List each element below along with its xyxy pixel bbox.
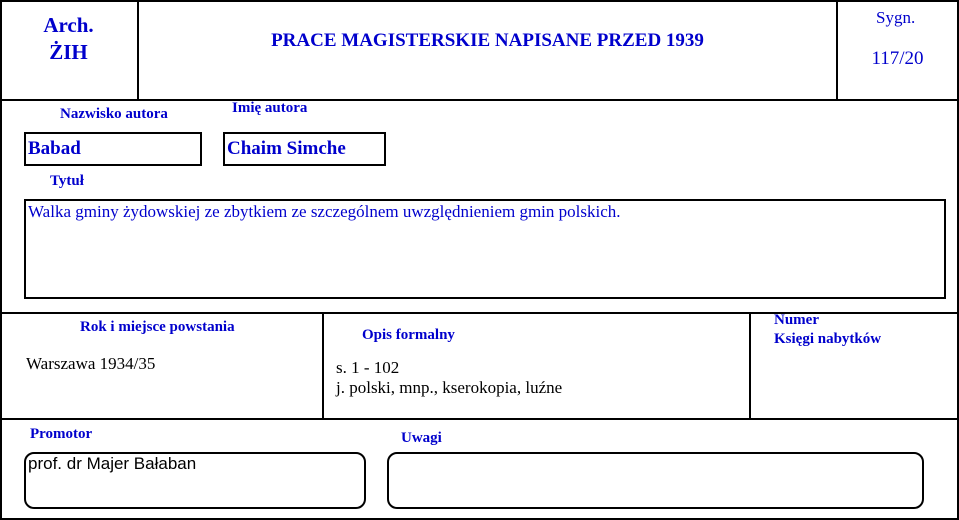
pages-value: s. 1 - 102 [336,358,400,377]
firstname-label: Imię autora [232,100,308,116]
acquisition-label: Numer [774,312,819,328]
signature-label: Sygn. [876,8,916,27]
archive-institution: ŻIH [49,40,88,64]
supervisor-value: prof. dr Majer Bałaban [28,454,197,473]
firstname-field[interactable] [223,132,386,166]
formal-details-value: j. polski, mnp., kserokopia, luźne [336,378,563,397]
surname-field[interactable] [24,132,202,166]
divider-line [749,312,751,418]
origin-value: Warszawa 1934/35 [26,354,156,373]
divider-line [0,418,959,420]
formal-description-label: Opis formalny [362,327,455,343]
work-title-field[interactable] [24,199,946,299]
signature-value: 117/20 [871,48,924,69]
archive-label: Arch. [43,13,94,37]
supervisor-field[interactable] [24,452,366,509]
acquisition-label-sub: Księgi nabytków [774,331,882,347]
firstname-value: Chaim Simche [227,138,346,159]
border-line [0,312,2,520]
remarks-field[interactable] [387,452,924,509]
border-line [0,101,2,312]
divider-line [322,312,324,418]
work-title-value: Walka gminy żydowskiej ze zbytkiem ze szczególnem uwzględnieniem gmin polskich. [28,202,621,221]
work-title-label: Tytuł [50,173,84,189]
remarks-label: Uwagi [401,430,442,446]
surname-value: Babad [28,138,81,159]
origin-label: Rok i miejsce powstania [80,319,235,335]
page-title: PRACE MAGISTERSKIE NAPISANE PRZED 1939 [271,30,704,51]
supervisor-label: Promotor [30,426,93,442]
surname-label: Nazwisko autora [60,106,168,122]
